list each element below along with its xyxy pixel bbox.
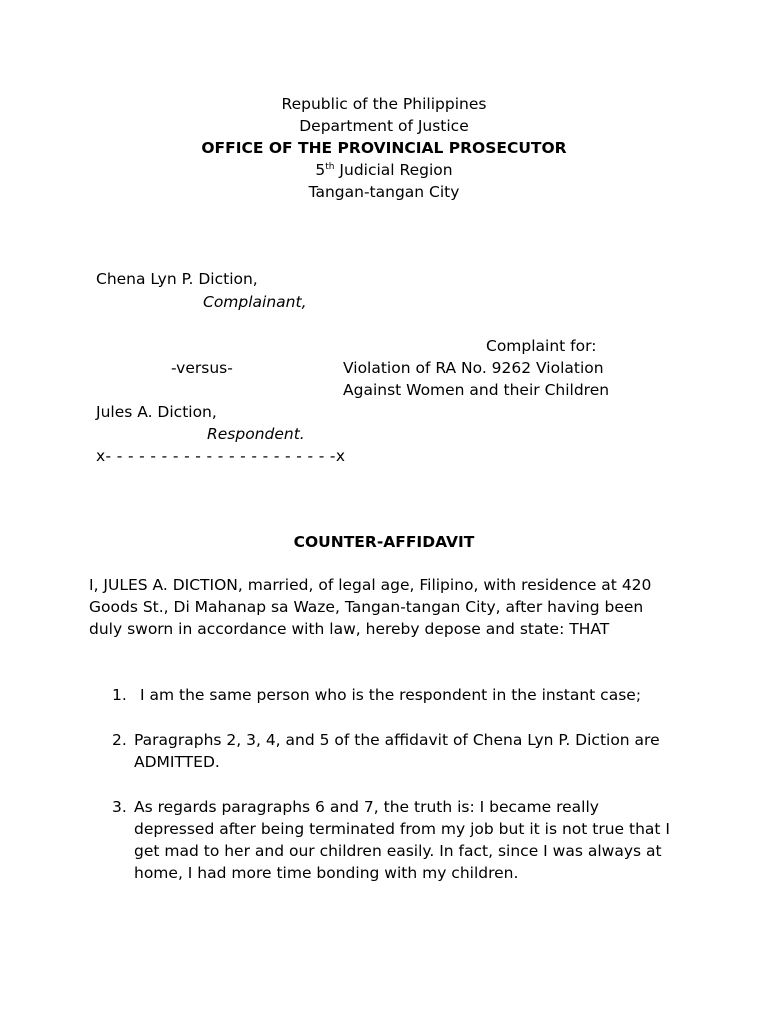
caption-separator: x- - - - - - - - - - - - - - - - - - - - -x — [96, 447, 346, 465]
complaint-for-label: Complaint for: — [486, 337, 597, 355]
violation-line-1: Violation of RA No. 9262 Violation — [343, 359, 604, 377]
intro-line: Goods St., Di Mahanap sa Waze, Tangan-tangan City, after having been — [89, 598, 644, 616]
header-city: Tangan-tangan City — [308, 183, 460, 201]
respondent-name: Jules A. Diction, — [96, 403, 217, 421]
list-item-text — [140, 684, 708, 706]
list-item-line: Paragraphs 2, 3, 4, and 5 of the affidavit of Chena Lyn P. Diction are — [134, 731, 660, 749]
header-region — [0, 159, 768, 181]
list-item-line: depressed after being terminated from my job but it is not true that I — [134, 820, 670, 838]
list-item-number: 1. — [112, 686, 127, 704]
complainant-role: Complainant, — [203, 293, 307, 311]
intro-line: duly sworn in accordance with law, hereby depose and state: THAT — [89, 620, 610, 638]
region-text: Judicial Region — [334, 161, 453, 179]
list-item-text — [134, 729, 702, 773]
list-item-number: 3. — [112, 798, 127, 816]
document-header — [0, 93, 768, 203]
header-office: OFFICE OF THE PROVINCIAL PROSECUTOR — [201, 139, 567, 157]
list-item-line: I am the same person who is the respondent in the instant case; — [140, 686, 642, 704]
list-item-text — [134, 796, 702, 884]
document-title: COUNTER-AFFIDAVIT — [293, 533, 475, 551]
list-item-line: home, I had more time bonding with my children. — [134, 864, 519, 882]
violation-line-2: Against Women and their Children — [343, 381, 610, 399]
list-item-line: As regards paragraphs 6 and 7, the truth is: I became really — [134, 798, 599, 816]
list-item-number: 2. — [112, 731, 127, 749]
header-republic: Republic of the Philippines — [281, 95, 487, 113]
list-item-line: ADMITTED. — [134, 753, 220, 771]
complainant-name: Chena Lyn P. Diction, — [96, 270, 258, 288]
list-item-line: get mad to her and our children easily. In fact, since I was always at — [134, 842, 662, 860]
region-number: 5 — [315, 161, 326, 179]
header-department: Department of Justice — [299, 117, 469, 135]
intro-paragraph — [89, 574, 689, 640]
region-superscript: th — [325, 161, 335, 172]
versus-label: -versus- — [171, 359, 233, 377]
intro-line: I, JULES A. DICTION, married, of legal age, Filipino, with residence at 420 — [89, 576, 652, 594]
respondent-role: Respondent. — [207, 425, 305, 443]
